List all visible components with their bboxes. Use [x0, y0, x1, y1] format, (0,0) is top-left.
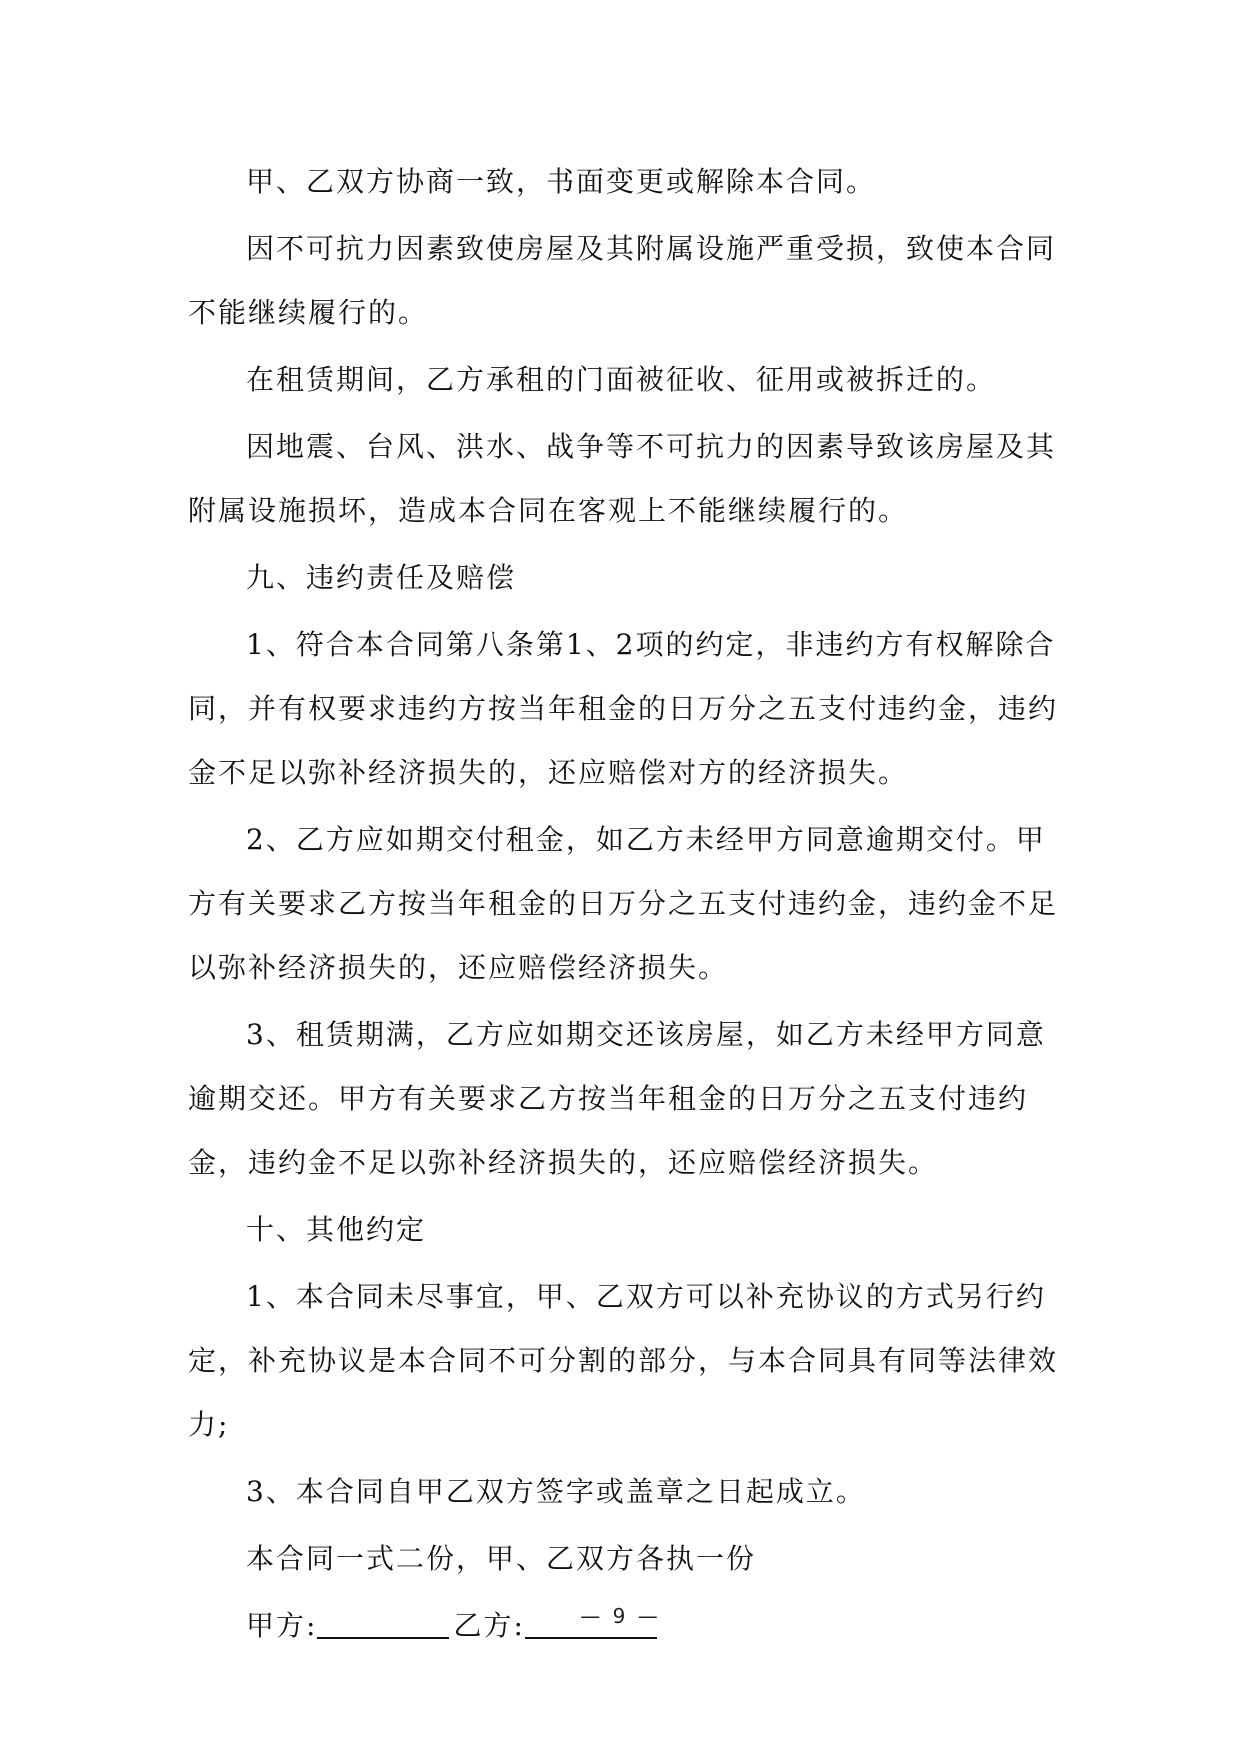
- clause-breach-2: 2、乙方应如期交付租金，如乙方未经甲方同意逾期交付。甲方有关要求乙方按当年租金的日万分之五支付违约金，违约金不足以弥补经济损失的，还应赔偿经济损失。: [188, 823, 1059, 984]
- section-heading-breach-liability: 九、违约责任及赔偿: [246, 561, 517, 594]
- clause-other-3: 3、本合同自甲乙双方签字或盖章之日起成立。: [246, 1475, 866, 1508]
- party-b-label: 乙方:: [453, 1609, 525, 1642]
- copies-statement: 本合同一式二份，甲、乙双方各执一份: [246, 1542, 757, 1575]
- contract-body: [188, 150, 1068, 1658]
- clause-natural-disaster: 因地震、台风、洪水、战争等不可抗力的因素导致该房屋及其附属设施损坏，造成本合同在客观上不能继续履行的。: [188, 430, 1057, 527]
- clause-expropriation: 在租赁期间，乙方承租的门面被征收、征用或被拆迁的。: [246, 363, 997, 396]
- clause-breach-3: 3、租赁期满，乙方应如期交还该房屋，如乙方未经甲方同意逾期交还。甲方有关要求乙方按当年租金的日万分之五支付违约金，违约金不足以弥补经济损失的，还应赔偿经济损失。: [188, 1018, 1046, 1179]
- party-a-label: 甲方:: [246, 1609, 318, 1642]
- clause-mutual-termination: 甲、乙双方协商一致，书面变更或解除本合同。: [246, 165, 877, 198]
- section-heading-other-terms: 十、其他约定: [246, 1213, 427, 1246]
- clause-force-majeure-damage: 因不可抗力因素致使房屋及其附属设施严重受损，致使本合同不能继续履行的。: [188, 232, 1057, 329]
- clause-breach-1: 1、符合本合同第八条第1、2项的约定，非违约方有权解除合同，并有权要求违约方按当年租金的日万分之五支付违约金，违约金不足以弥补经济损失的，还应赔偿对方的经济损失。: [188, 628, 1059, 789]
- clause-other-1: 1、本合同未尽事宜，甲、乙双方可以补充协议的方式另行约定，补充协议是本合同不可分割的部分，与本合同具有同等法律效力;: [188, 1280, 1059, 1441]
- page-number: — 9 —: [580, 1604, 661, 1628]
